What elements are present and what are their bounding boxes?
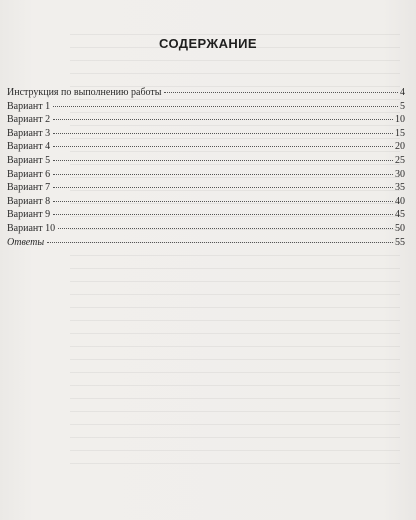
toc-entry-page: 35 — [395, 182, 405, 194]
toc-entry — [7, 127, 405, 141]
toc-entry — [7, 140, 405, 154]
toc-entry-label: Вариант 1 — [7, 100, 51, 112]
toc-entry-label: Вариант 7 — [7, 182, 51, 194]
dot-leader — [53, 201, 393, 202]
dot-leader — [53, 133, 393, 134]
toc-entry — [7, 113, 405, 127]
toc-entry — [7, 168, 405, 182]
toc-entry-page: 25 — [395, 154, 405, 166]
toc-entry-label: Вариант 5 — [7, 154, 51, 166]
toc-entry-label: Вариант 10 — [7, 222, 56, 234]
dot-leader — [53, 106, 398, 107]
toc-entry-label: Вариант 9 — [7, 209, 51, 221]
dot-leader — [53, 187, 393, 188]
toc-entry-label: Вариант 2 — [7, 114, 51, 126]
toc-entry — [7, 236, 405, 250]
toc-entry-page: 5 — [400, 100, 405, 112]
toc-entry-label: Инструкция по выполнению работы — [7, 87, 162, 98]
toc-entry-page: 20 — [395, 141, 405, 153]
toc-entry — [7, 222, 405, 236]
toc-entry-page: 40 — [395, 195, 405, 207]
dot-leader — [53, 174, 393, 175]
dot-leader — [53, 119, 393, 120]
toc-entry-page: 10 — [395, 114, 405, 126]
toc-entry — [7, 100, 405, 114]
toc-entry — [7, 195, 405, 209]
toc-entry — [7, 154, 405, 168]
toc-entry — [7, 208, 405, 222]
dot-leader — [47, 242, 393, 243]
toc-entry-label: Вариант 3 — [7, 127, 51, 139]
toc-entry-label: Ответы — [7, 236, 45, 248]
toc-entry-page: 4 — [400, 87, 405, 98]
dot-leader — [58, 228, 393, 229]
toc-entry-label: Вариант 4 — [7, 141, 51, 153]
toc-entry-label: Вариант 8 — [7, 195, 51, 207]
toc-entry-page: 45 — [395, 209, 405, 221]
table-of-contents — [7, 86, 405, 249]
dot-leader — [53, 146, 393, 147]
toc-entry — [7, 86, 405, 100]
toc-entry-page: 50 — [395, 222, 405, 234]
toc-entry-label: Вариант 6 — [7, 168, 51, 180]
dot-leader — [53, 160, 393, 161]
toc-entry — [7, 181, 405, 195]
dot-leader — [53, 214, 393, 215]
toc-entry-page: 55 — [395, 236, 405, 248]
dot-leader — [164, 92, 398, 93]
toc-entry-page: 15 — [395, 127, 405, 139]
page-title: СОДЕРЖАНИЕ — [159, 36, 257, 51]
toc-entry-page: 30 — [395, 168, 405, 180]
